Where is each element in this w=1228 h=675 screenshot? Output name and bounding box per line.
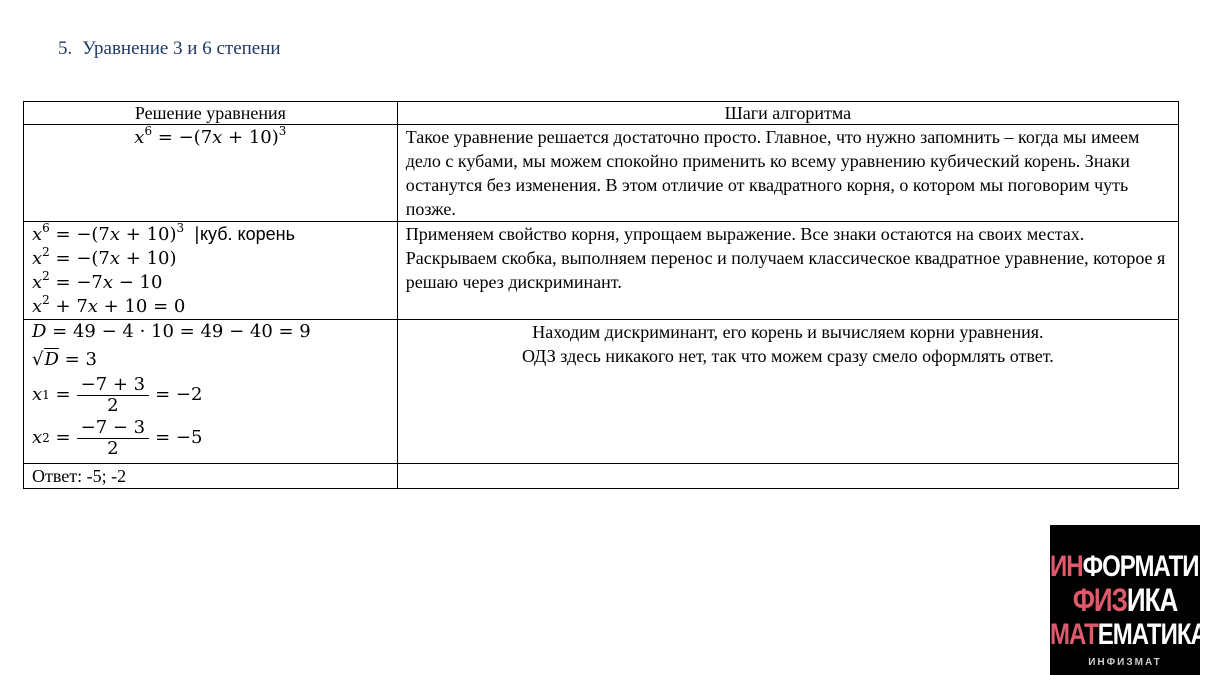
step-line-1: Находим дискриминант, его корень и вычисляем корни уравнения. [532,322,1044,342]
equation-line: $x^6 = -(7x + 10)^3$ |куб. корень [32,221,295,245]
step-description [397,320,1178,464]
col-header-steps: Шаги алгоритма [397,102,1178,125]
root2-line: x 2 = $\frac{-7 - 3}{2}$ = −5 [32,416,203,459]
equation-line: $x^2 = -(7x + 10)$ [32,245,177,269]
transformation-cell [24,222,398,320]
equation-line: $x^2 = -7x - 10$ [32,269,163,293]
equation-cell [24,125,398,222]
col-header-solution: Решение уравнения [24,102,398,125]
infizmat-logo: ИНФОРМАТИКА ФИЗИКА МАТЕМАТИКА ИНФИЗМАТ [1050,525,1200,675]
discriminant-line: D = 49 − 4 · 10 = 49 − 40 = 9 [32,321,311,342]
answer-cell: Ответ: -5; -2 [24,464,398,489]
step-line-2: ОДЗ здесь никакого нет, так что можем сразу смело оформлять ответ. [521,346,1054,366]
original-equation: $x^6 = -(7x + 10)^3$ [134,124,287,148]
empty-cell [397,464,1178,489]
solution-table [23,101,1179,489]
sqrt-line: √D = 3 [32,349,97,370]
table-row [24,222,1179,320]
section-heading [58,38,281,60]
root1-line: x 1 = $\frac{-7 + 3}{2}$ = −2 [32,373,203,416]
section-title: Уравнение 3 и 6 степени [82,38,281,59]
section-number: 5. [58,38,73,59]
table-row [24,320,1179,464]
table-row [24,125,1179,222]
table-header-row [24,102,1179,125]
step-description: Такое уравнение решается достаточно просто. Главное, что нужно запомнить – когда мы имеем дело с кубами, мы можем спокойно применить ко всему уравнению кубический корень. Знаки останутся без изменения. В этом отличие от квадратного корня, о котором мы поговорим чуть позже. [397,125,1178,222]
discriminant-cell [24,320,398,464]
step-description: Применяем свойство корня, упрощаем выражение. Все знаки остаются на своих местах. Раскрываем скобка, выполняем перенос и получаем классическое квадратное уравнение, которое я решаю через дискриминант. [397,222,1178,320]
table-row [24,464,1179,489]
equation-line: $x^2 + 7x + 10 = 0$ [32,293,186,317]
cube-root-note: куб. корень [199,224,295,244]
